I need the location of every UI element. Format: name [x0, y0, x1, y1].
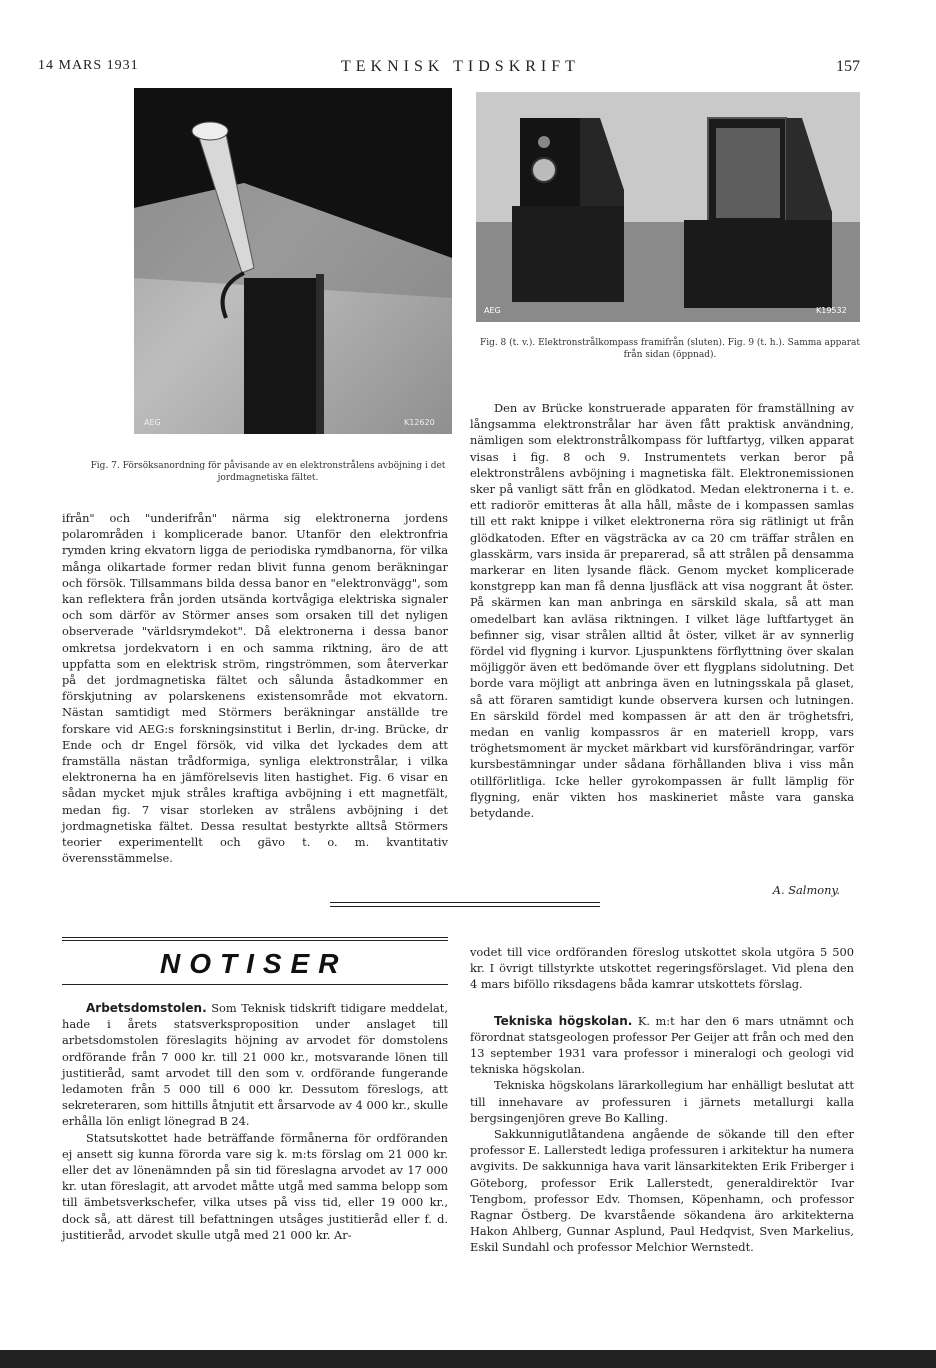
header-date: 14 MARS 1931	[38, 58, 139, 73]
arbetsdomstolen-continuation: vodet till vice ordföranden föreslog utskottet skola utgöra 5 500 kr. I övrigt tillstyrkte utskottet regeringsförslaget. Vid plena den 4 mars biföllo riksdagens båda kamrar utskottets förslag.	[470, 945, 854, 992]
tekniska-hogskolan-paragraph-2: Tekniska högskolans lärarkollegium har enhälligt beslutat att till innehavare av professuren i järnets metallurgi kalla bergsingenjören greve Bo Kalling.	[470, 1078, 854, 1125]
article-signature: A. Salmony.	[772, 883, 840, 897]
electron-compass-illustration	[476, 92, 860, 322]
journal-title: TEKNISK TIDSKRIFT	[341, 58, 580, 75]
figure-9-stamp-right: K19532	[816, 306, 847, 315]
notiser-left-column	[62, 1000, 448, 1243]
electron-beam-apparatus-illustration	[134, 88, 452, 434]
section-divider-top	[330, 902, 600, 903]
notiser-rule-top	[62, 937, 448, 938]
arbetsdomstolen-heading: Arbetsdomstolen.	[86, 1001, 207, 1015]
figure-7-stamp-left: AEG	[144, 418, 161, 427]
arbetsdomstolen-paragraph-1: Som Teknisk tidskrift tidigare meddelat, hade i årets statsverksproposition under anslaget till arbetsdomstolen föreslagits höjning av arvodet för domstolens ordförande från 7 000 kr. till 21 000 kr., motsvarande lönen till justitieråd, samt arvodet till den som v. ordförande fungerande ledamoten från 5 000 till 6 000 kr. Dessutom föreslogs, att sekreteraren, som hittills åtnjutit ett årsarvode av 4 000 kr., skulle erhålla lön enligt lönegrad B 24.	[62, 1001, 449, 1129]
figure-8-stamp-left: AEG	[484, 306, 501, 315]
notiser-rule-bottom	[62, 984, 448, 985]
arbetsdomstolen-paragraph-2: Statsutskottet hade beträffande förmånerna för ordföranden ej ansett sig kunna förorda vare sig k. m:ts förslag om 21 000 kr. eller det av lönenämnden på sin tid föreslagna arvodet av 17 000 kr. utan föreslagit, att arvodet måtte utgå med samma belopp som till ämbetsverkschefer, vilka utses på viss tid, eller 19 000 kr., dock så, att därest till befattningen utsåges justitieråd eller f. d. justitieråd, arvodet skulle utgå med 21 000 kr. Ar-	[62, 1130, 448, 1242]
notiser-right-column	[470, 944, 854, 1256]
left-article-text: ifrån" och "underifrån" närma sig elektronerna jordens polarområden i komplicerade banor. Utanför den elektronfria rymden kring ekvatorn ligga de periodiska rymdbanorna, för vilka många olikartade former redan blivit funna genom beräkningar och försök. Tillsammans bilda dessa banor en "elektronvägg", som kan reflektera från jorden utsända kortvågiga elektriska signaler och som därför av Störmer anses som orsaken till det nyligen observerade "världsrymdekot". Då elektronerna i dessa banor omkretsa jordekvatorn i en och samma riktning, äro de att uppfatta som en elektrisk ström, ringströmmen, som återverkar på det jordmagnetiska fältet och sålunda åstadkommer en förskjutning av polarskenens existensområde mot ekvatorn. Nästan samtidigt med Störmers beräkningar anställde tre forskare vid AEG:s forskningsinstitut i Berlin, dr-ing. Brücke, dr Ende och dr Engel försök, vid vilka det lyckades dem att framställa nästan trådformiga, synliga elektronstrålar, i vilka elektronerna ha en jämförelsevis liten hastighet. Fig. 6 visar en sådan mycket mjuk stråles kraftiga avböjning i ett magnetfält, medan fig. 7 visar storleken av strålens avböjning i det jordmagnetiska fältet. Dessa resultat bestyrkte alltså Störmers teorier experimentellt och gävo t. o. m. kvantitativ överensstämmelse.	[62, 511, 448, 866]
page-number: 157	[836, 58, 860, 75]
figure-8-9-photo	[476, 92, 860, 322]
tekniska-hogskolan-heading: Tekniska högskolan.	[494, 1013, 633, 1028]
notiser-rule-top-2	[62, 940, 448, 941]
figure-7-caption: Fig. 7. Försöksanordning för påvisande av en elektronstrålens avböjning i det jordmagnetiska fältet.	[90, 461, 446, 483]
tekniska-hogskolan-paragraph-3: Sakkunnigutlåtandena angående de sökande till den efter professor E. Lallerstedt lediga professuren i arkitektur ha numera avgivits. De sakkunniga hava varit länsarkitekten Erik Friberger i Göteborg, professor Erik Lallerstedt, generaldirektör Ivar Tengbom, professor Edv. Thomsen, Köpenhamn, och professor Ragnar Östberg. De kvarstående sökandena äro arkitekterna Hakon Ahlberg, Gunnar Asplund, Paul Hedqvist, Sven Markelius, Eskil Sundahl och professor Melchior Wernstedt.	[470, 1127, 854, 1255]
scan-edge-bottom	[0, 1350, 936, 1368]
tekniska-hogskolan-paragraph-1: K. m:t har den 6 mars utnämnt och förordnat statsgeologen professor Per Geijer att från och med den 13 september 1931 vara professor i mineralogi och geologi vid tekniska högskolan.	[470, 1013, 855, 1077]
right-article-text: Den av Brücke konstruerade apparaten för framställning av långsamma elektronstrålar har även fått praktisk användning, nämligen som elektronstrålkompass för luftfartyg, vilken apparat visas i fig. 8 och 9. Instrumentets verkan beror på elektronstrålens avböjning i magnetiska fält. Elektronemissionen sker på vanligt sätt från en glödkatod. Medan elektronerna i t. e. ett radiorör emitteras åt alla håll, måste de i kompassen samlas till ett rakt knippe i vilket elektronerna röra sig rätlinigt ut från glödkatoden. Efter en vägsträcka av ca 20 cm träffar strålen en glasskärm, vars insida är preparerad, så att strålen på densamma markerar en liten lysande fläck. Genom mycket komplicerade konstgrepp kan man få denna ljusfläck att visa noggrant åt öster. På skärmen kan man anbringa en särskild skala, så att man omedelbart kan avläsa riktningen. I vilket läge luftfartyget än befinner sig, visar strålen alltid åt öster, vilket är av synnerlig fördel vid flygning i kurvor. Ljuspunktens förflyttning över skalan möjliggör även ett bedömande över ett flygplans sidolutning. Det borde vara möjligt att anbringa även en lutningsskala på glaset, så att föraren samtidigt kunde observera kursen och lutningen. En särskild fördel med kompassen är att den är tröghetsfri, medan en vanlig kompassros är en materiell kropp, vars tröghetsmoment är mycket märkbart vid kursförändringar, varför kursbestämningar under sådana förhållanden bliva i viss mån otillförlitliga. Icke heller gyrokompassen är fullt lämplig för flygning, enär vikten hos maskineriet måste vara ganska betydande.	[470, 401, 854, 821]
figure-8-9-caption: Fig. 8 (t. v.). Elektronstrålkompass framifrån (sluten). Fig. 9 (t. h.). Samma apparat från sidan (öppnad).	[479, 338, 861, 360]
notiser-heading: NOTISER	[160, 948, 348, 979]
section-divider-bottom	[330, 906, 600, 907]
figure-7-photo	[134, 88, 452, 434]
figure-7-stamp-right: K12620	[404, 418, 435, 427]
